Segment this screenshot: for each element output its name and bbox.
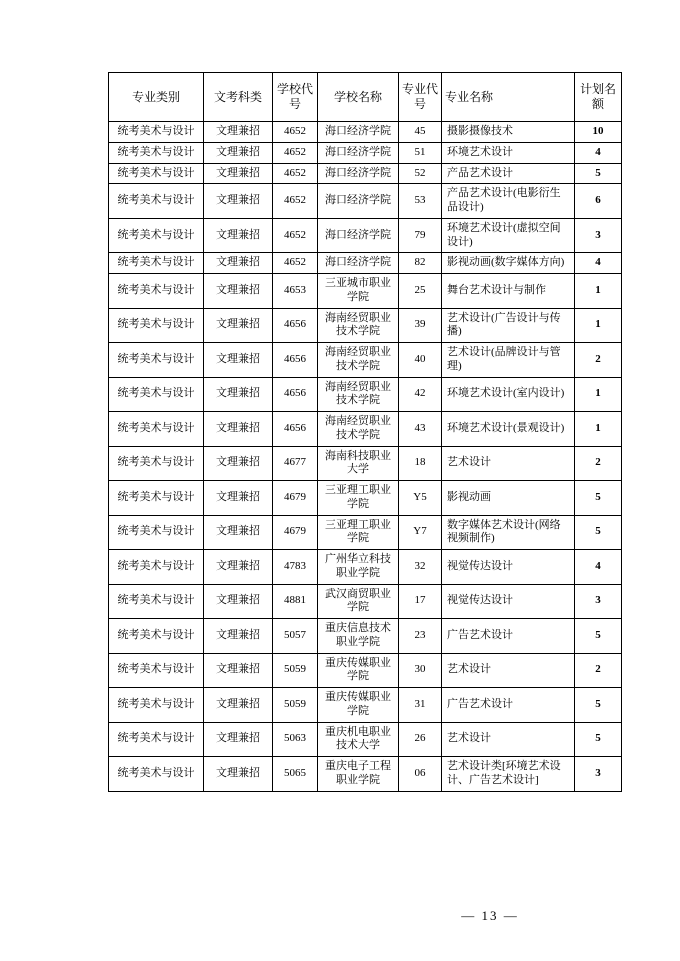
column-header-major-code: 专业代号 (399, 73, 442, 122)
cell-major-code: 52 (399, 163, 442, 184)
table-row (109, 343, 622, 378)
cell-major-code: 53 (399, 184, 442, 219)
cell-school-name: 武汉商贸职业学院 (318, 584, 399, 619)
column-header-school-code: 学校代号 (273, 73, 318, 122)
cell-subject-type: 文理兼招 (204, 446, 273, 481)
cell-major-name: 环境艺术设计 (442, 142, 575, 163)
cell-major-code: 25 (399, 274, 442, 309)
cell-subject-type: 文理兼招 (204, 142, 273, 163)
cell-major-category: 统考美术与设计 (109, 122, 204, 143)
cell-major-name: 影视动画(数字媒体方向) (442, 253, 575, 274)
cell-quota: 2 (575, 446, 622, 481)
cell-major-code: 26 (399, 722, 442, 757)
cell-quota: 4 (575, 142, 622, 163)
cell-major-category: 统考美术与设计 (109, 184, 204, 219)
cell-school-name: 海南经贸职业技术学院 (318, 308, 399, 343)
table-header (109, 73, 622, 122)
table-row (109, 163, 622, 184)
cell-major-code: Y7 (399, 515, 442, 550)
cell-major-name: 视觉传达设计 (442, 550, 575, 585)
cell-school-name: 重庆机电职业技术大学 (318, 722, 399, 757)
page-footer (0, 908, 680, 924)
cell-major-name: 产品艺术设计 (442, 163, 575, 184)
cell-school-code: 4652 (273, 122, 318, 143)
cell-major-code: 82 (399, 253, 442, 274)
cell-school-code: 4652 (273, 163, 318, 184)
cell-school-code: 4783 (273, 550, 318, 585)
table-header-row (109, 73, 622, 122)
enrollment-plan-table (108, 72, 622, 792)
cell-school-code: 4652 (273, 142, 318, 163)
column-header-major-name: 专业名称 (442, 73, 575, 122)
cell-school-name: 重庆电子工程职业学院 (318, 757, 399, 792)
cell-quota: 1 (575, 308, 622, 343)
cell-major-category: 统考美术与设计 (109, 653, 204, 688)
cell-subject-type: 文理兼招 (204, 653, 273, 688)
cell-school-name: 海南经贸职业技术学院 (318, 412, 399, 447)
column-header-major-category: 专业类别 (109, 73, 204, 122)
cell-school-code: 4679 (273, 481, 318, 516)
cell-major-category: 统考美术与设计 (109, 722, 204, 757)
cell-subject-type: 文理兼招 (204, 550, 273, 585)
cell-school-name: 海南科技职业大学 (318, 446, 399, 481)
cell-quota: 1 (575, 412, 622, 447)
cell-major-code: 23 (399, 619, 442, 654)
table-row (109, 122, 622, 143)
cell-subject-type: 文理兼招 (204, 343, 273, 378)
table-body (109, 122, 622, 792)
table-row (109, 184, 622, 219)
cell-major-code: 79 (399, 218, 442, 253)
cell-school-name: 海口经济学院 (318, 184, 399, 219)
cell-major-category: 统考美术与设计 (109, 446, 204, 481)
table-row (109, 481, 622, 516)
cell-major-category: 统考美术与设计 (109, 253, 204, 274)
table-row (109, 377, 622, 412)
cell-major-code: Y5 (399, 481, 442, 516)
cell-school-name: 海口经济学院 (318, 253, 399, 274)
table-row (109, 446, 622, 481)
cell-major-category: 统考美术与设计 (109, 515, 204, 550)
cell-major-name: 广告艺术设计 (442, 688, 575, 723)
cell-subject-type: 文理兼招 (204, 184, 273, 219)
cell-major-code: 30 (399, 653, 442, 688)
cell-school-name: 海口经济学院 (318, 163, 399, 184)
cell-major-name: 艺术设计 (442, 446, 575, 481)
cell-subject-type: 文理兼招 (204, 722, 273, 757)
cell-school-code: 5059 (273, 688, 318, 723)
cell-school-code: 4656 (273, 308, 318, 343)
cell-major-name: 艺术设计(品牌设计与管理) (442, 343, 575, 378)
cell-subject-type: 文理兼招 (204, 253, 273, 274)
cell-quota: 5 (575, 688, 622, 723)
cell-quota: 4 (575, 253, 622, 274)
cell-school-code: 5059 (273, 653, 318, 688)
column-header-quota: 计划名额 (575, 73, 622, 122)
cell-quota: 1 (575, 377, 622, 412)
cell-school-name: 重庆传媒职业学院 (318, 653, 399, 688)
cell-school-name: 三亚理工职业学院 (318, 481, 399, 516)
cell-major-code: 18 (399, 446, 442, 481)
cell-school-code: 4656 (273, 412, 318, 447)
cell-quota: 5 (575, 163, 622, 184)
table-row (109, 688, 622, 723)
cell-subject-type: 文理兼招 (204, 122, 273, 143)
cell-major-name: 艺术设计 (442, 653, 575, 688)
cell-subject-type: 文理兼招 (204, 515, 273, 550)
cell-major-code: 31 (399, 688, 442, 723)
cell-school-name: 海口经济学院 (318, 218, 399, 253)
cell-school-name: 三亚城市职业学院 (318, 274, 399, 309)
cell-major-code: 42 (399, 377, 442, 412)
cell-school-code: 4679 (273, 515, 318, 550)
cell-major-name: 广告艺术设计 (442, 619, 575, 654)
cell-school-code: 5063 (273, 722, 318, 757)
table-row (109, 142, 622, 163)
column-header-subject-type: 文考科类 (204, 73, 273, 122)
cell-quota: 3 (575, 584, 622, 619)
page-number: — 13 — (461, 908, 519, 923)
cell-major-code: 17 (399, 584, 442, 619)
cell-major-category: 统考美术与设计 (109, 412, 204, 447)
table-row (109, 274, 622, 309)
table-row (109, 757, 622, 792)
cell-major-name: 环境艺术设计(室内设计) (442, 377, 575, 412)
cell-major-category: 统考美术与设计 (109, 163, 204, 184)
cell-quota: 5 (575, 619, 622, 654)
cell-quota: 5 (575, 722, 622, 757)
table-row (109, 515, 622, 550)
cell-major-code: 32 (399, 550, 442, 585)
cell-quota: 5 (575, 481, 622, 516)
cell-quota: 3 (575, 757, 622, 792)
cell-school-code: 4652 (273, 218, 318, 253)
cell-major-name: 环境艺术设计(虚拟空间设计) (442, 218, 575, 253)
cell-major-category: 统考美术与设计 (109, 343, 204, 378)
table-row (109, 722, 622, 757)
cell-major-code: 39 (399, 308, 442, 343)
cell-major-category: 统考美术与设计 (109, 377, 204, 412)
column-header-school-name: 学校名称 (318, 73, 399, 122)
cell-school-code: 4656 (273, 343, 318, 378)
cell-subject-type: 文理兼招 (204, 163, 273, 184)
cell-school-code: 5065 (273, 757, 318, 792)
cell-subject-type: 文理兼招 (204, 274, 273, 309)
cell-major-name: 艺术设计(广告设计与传播) (442, 308, 575, 343)
cell-school-name: 海南经贸职业技术学院 (318, 343, 399, 378)
cell-school-name: 海口经济学院 (318, 122, 399, 143)
cell-quota: 4 (575, 550, 622, 585)
cell-subject-type: 文理兼招 (204, 218, 273, 253)
cell-major-name: 环境艺术设计(景观设计) (442, 412, 575, 447)
cell-major-category: 统考美术与设计 (109, 218, 204, 253)
cell-major-code: 06 (399, 757, 442, 792)
cell-school-name: 海南经贸职业技术学院 (318, 377, 399, 412)
cell-major-category: 统考美术与设计 (109, 584, 204, 619)
cell-school-name: 海口经济学院 (318, 142, 399, 163)
cell-school-name: 三亚理工职业学院 (318, 515, 399, 550)
cell-major-category: 统考美术与设计 (109, 308, 204, 343)
cell-major-code: 40 (399, 343, 442, 378)
cell-quota: 2 (575, 343, 622, 378)
cell-quota: 5 (575, 515, 622, 550)
cell-major-category: 统考美术与设计 (109, 274, 204, 309)
cell-major-name: 影视动画 (442, 481, 575, 516)
cell-school-code: 4677 (273, 446, 318, 481)
cell-major-category: 统考美术与设计 (109, 688, 204, 723)
cell-subject-type: 文理兼招 (204, 619, 273, 654)
cell-major-code: 45 (399, 122, 442, 143)
cell-school-code: 4652 (273, 253, 318, 274)
table-row (109, 218, 622, 253)
cell-school-code: 5057 (273, 619, 318, 654)
cell-major-name: 视觉传达设计 (442, 584, 575, 619)
cell-major-code: 51 (399, 142, 442, 163)
table-row (109, 412, 622, 447)
cell-major-category: 统考美术与设计 (109, 142, 204, 163)
cell-school-name: 广州华立科技职业学院 (318, 550, 399, 585)
table-row (109, 653, 622, 688)
cell-school-code: 4656 (273, 377, 318, 412)
cell-quota: 6 (575, 184, 622, 219)
cell-school-name: 重庆信息技术职业学院 (318, 619, 399, 654)
cell-subject-type: 文理兼招 (204, 688, 273, 723)
cell-subject-type: 文理兼招 (204, 412, 273, 447)
cell-major-category: 统考美术与设计 (109, 550, 204, 585)
cell-major-name: 艺术设计 (442, 722, 575, 757)
cell-major-name: 产品艺术设计(电影衍生品设计) (442, 184, 575, 219)
cell-major-category: 统考美术与设计 (109, 757, 204, 792)
cell-major-name: 摄影摄像技术 (442, 122, 575, 143)
table-row (109, 619, 622, 654)
cell-school-code: 4652 (273, 184, 318, 219)
cell-major-name: 艺术设计类[环境艺术设计、广告艺术设计] (442, 757, 575, 792)
cell-quota: 2 (575, 653, 622, 688)
cell-major-code: 43 (399, 412, 442, 447)
cell-major-category: 统考美术与设计 (109, 481, 204, 516)
cell-school-code: 4881 (273, 584, 318, 619)
cell-school-code: 4653 (273, 274, 318, 309)
cell-quota: 10 (575, 122, 622, 143)
cell-subject-type: 文理兼招 (204, 757, 273, 792)
cell-quota: 3 (575, 218, 622, 253)
table-row (109, 253, 622, 274)
cell-major-name: 数字媒体艺术设计(网络视频制作) (442, 515, 575, 550)
cell-major-category: 统考美术与设计 (109, 619, 204, 654)
cell-subject-type: 文理兼招 (204, 481, 273, 516)
table-row (109, 550, 622, 585)
cell-school-name: 重庆传媒职业学院 (318, 688, 399, 723)
table-row (109, 308, 622, 343)
cell-subject-type: 文理兼招 (204, 308, 273, 343)
cell-subject-type: 文理兼招 (204, 584, 273, 619)
cell-subject-type: 文理兼招 (204, 377, 273, 412)
table-row (109, 584, 622, 619)
cell-major-name: 舞台艺术设计与制作 (442, 274, 575, 309)
cell-quota: 1 (575, 274, 622, 309)
